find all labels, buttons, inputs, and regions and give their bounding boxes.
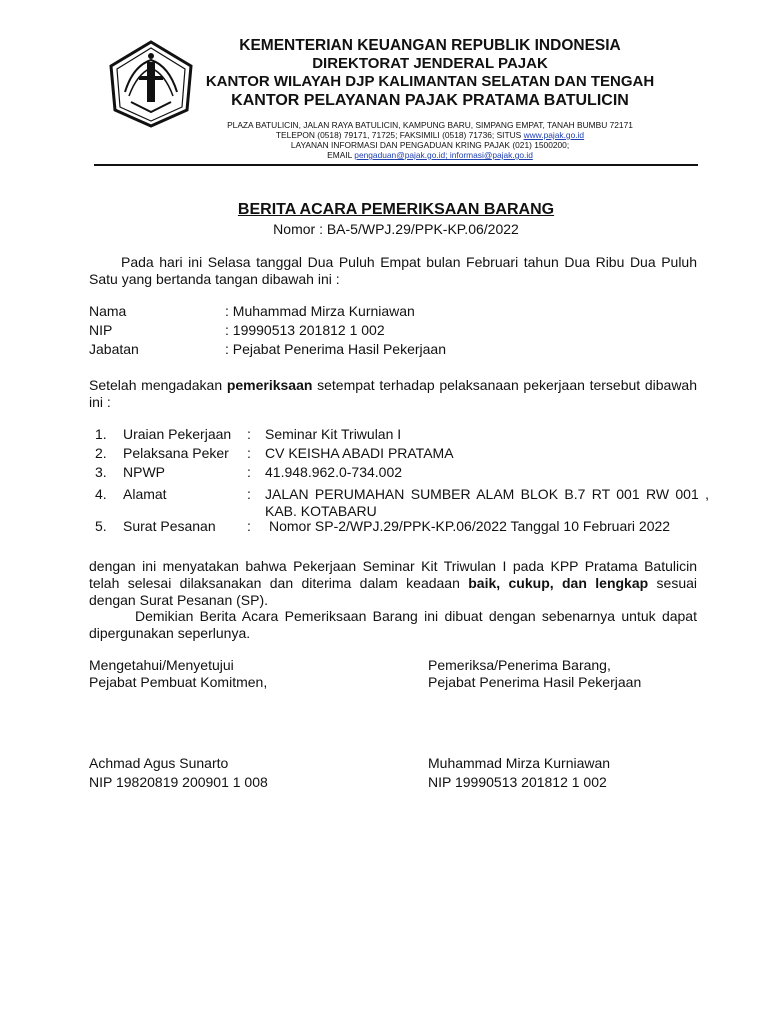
sig-left-nip: NIP 19820819 200901 1 008	[89, 774, 268, 790]
identity-value-jabatan: : Pejabat Penerima Hasil Pekerjaan	[225, 341, 447, 357]
sig-right-line2: Pejabat Penerima Hasil Pekerjaan	[428, 674, 642, 690]
header-directorate: DIREKTORAT JENDERAL PAJAK	[312, 55, 548, 72]
sig-right-nip: NIP 19990513 201812 1 002	[428, 774, 607, 790]
item-colon: :	[247, 518, 251, 534]
item-colon: :	[247, 464, 251, 480]
document-title: BERITA ACARA PEMERIKSAAN BARANG	[237, 201, 555, 218]
inspection-post: setempat terhadap pelaksanaan pekerjaan tersebut dibawah ini :	[89, 377, 698, 410]
item-value: Seminar Kit Triwulan I	[265, 426, 402, 442]
ministry-emblem-icon	[103, 40, 199, 128]
statement-post: sesuai dengan Surat Pesanan (SP).	[89, 575, 698, 608]
item-colon: :	[247, 486, 251, 502]
item-colon: :	[247, 445, 251, 461]
header-address: PLAZA BATULICIN, JALAN RAYA BATULICIN, KAMPUNG BARU, SIMPANG EMPAT, TANAH BUMBU 72171	[227, 120, 633, 130]
item-number: 1.	[95, 426, 107, 442]
item-number: 2.	[95, 445, 107, 461]
sig-left-line2: Pejabat Pembuat Komitmen,	[89, 674, 268, 690]
item-number: 3.	[95, 464, 107, 480]
header-ministry: KEMENTERIAN KEUANGAN REPUBLIK INDONESIA	[239, 37, 621, 54]
identity-value-nama: : Muhammad Mirza Kurniawan	[225, 303, 415, 319]
header-divider	[94, 164, 698, 166]
sig-right-line1: Pemeriksa/Penerima Barang,	[428, 657, 611, 673]
email-prefix: EMAIL	[327, 150, 352, 160]
document-number: Nomor : BA-5/WPJ.29/PPK-KP.06/2022	[273, 221, 519, 237]
identity-label-nama: Nama	[89, 303, 127, 319]
item-label: Surat Pesanan	[123, 518, 216, 534]
header-service: LAYANAN INFORMASI DAN PENGADUAN KRING PAJAK (021) 1500200;	[290, 140, 570, 150]
identity-label-jabatan: Jabatan	[89, 341, 139, 357]
header-contact	[190, 130, 670, 140]
item-label: Uraian Pekerjaan	[123, 426, 232, 442]
sig-right-name: Muhammad Mirza Kurniawan	[428, 755, 611, 771]
closing-paragraph: Demikian Berita Acara Pemeriksaan Barang ini dibuat dengan sebenarnya untuk dapat dipergunakan seperlunya.	[89, 608, 697, 641]
item-value: CV KEISHA ABADI PRATAMA	[265, 445, 454, 461]
identity-value-nip: : 19990513 201812 1 002	[225, 322, 385, 338]
email-links[interactable]: pengaduan@pajak.go.id; informasi@pajak.go.id	[354, 150, 533, 160]
inspection-bold: pemeriksaan	[226, 377, 313, 393]
item-value: 41.948.962.0-734.002	[265, 464, 403, 480]
header-phone: TELEPON (0518) 79171, 71725; FAKSIMILI (0518) 71736; SITUS	[275, 130, 522, 140]
opening-paragraph: Pada hari ini Selasa tanggal Dua Puluh Empat bulan Februari tahun Dua Ribu Dua Puluh Satu yang bertanda tangan dibawah ini :	[89, 254, 697, 287]
sig-left-line1: Mengetahui/Menyetujui	[89, 657, 234, 673]
item-label: Pelaksana Peker	[123, 445, 229, 461]
item-value: JALAN PERUMAHAN SUMBER ALAM BLOK B.7 RT 001 RW 001 , KAB. KOTABARU	[265, 486, 709, 519]
inspection-pre: Setelah mengadakan	[89, 377, 223, 393]
header-regional-office: KANTOR WILAYAH DJP KALIMANTAN SELATAN DAN TENGAH	[205, 73, 655, 90]
item-number: 4.	[95, 486, 107, 502]
item-value: Nomor SP-2/WPJ.29/PPK-KP.06/2022 Tanggal 10 Februari 2022	[269, 518, 671, 534]
item-label: Alamat	[123, 486, 167, 502]
statement-pre: dengan ini menyatakan bahwa Pekerjaan Seminar Kit Triwulan I pada KPP Pratama Batulicin telah selesai dilaksanakan dan diterima dalam keadaan	[89, 558, 697, 591]
item-number: 5.	[95, 518, 107, 534]
statement-paragraph	[89, 558, 697, 609]
header-tax-office: KANTOR PELAYANAN PAJAK PRATAMA BATULICIN	[231, 92, 629, 109]
sig-left-name: Achmad Agus Sunarto	[89, 755, 229, 771]
inspection-paragraph	[89, 377, 697, 411]
item-colon: :	[247, 426, 251, 442]
identity-label-nip: NIP	[89, 322, 113, 338]
website-link[interactable]: www.pajak.go.id	[523, 130, 585, 140]
item-label: NPWP	[123, 464, 165, 480]
statement-bold: baik, cukup, dan lengkap	[468, 575, 649, 591]
header-email	[190, 150, 670, 160]
